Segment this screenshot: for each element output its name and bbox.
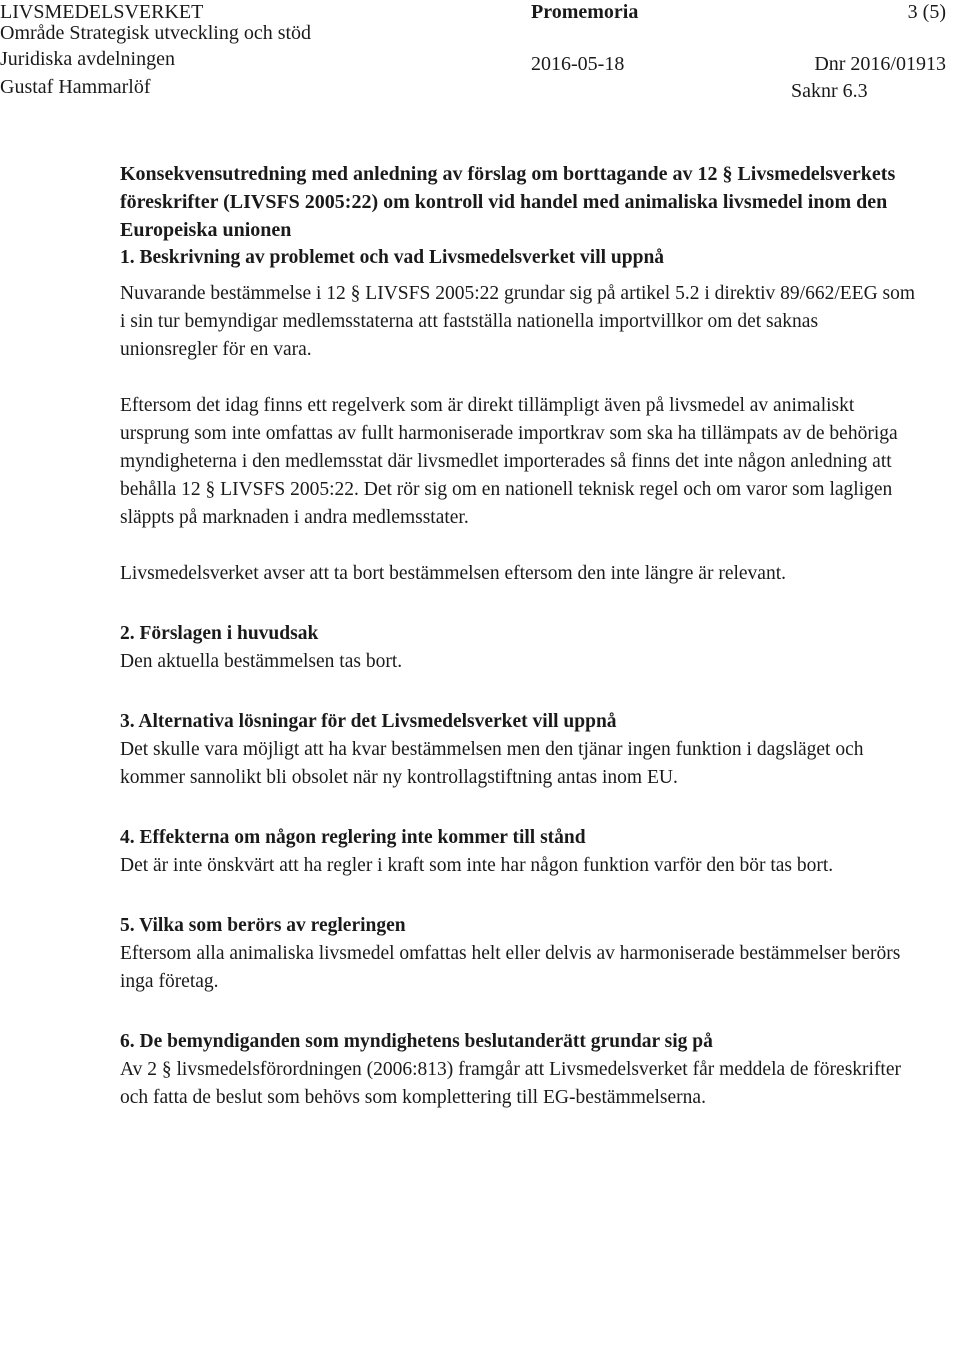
section-heading: 4. Effekterna om någon reglering inte kommer till stånd bbox=[120, 827, 586, 848]
department: Juridiska avdelningen bbox=[0, 48, 175, 70]
section-paragraph: Den aktuella bestämmelsen tas bort. bbox=[120, 651, 403, 672]
section-5 bbox=[120, 912, 920, 996]
section-1 bbox=[120, 244, 920, 588]
section-heading: 5. Vilka som berörs av regleringen bbox=[120, 915, 406, 936]
section-paragraph: Det är inte önskvärt att ha regler i kraft som inte har någon funktion varför den bör tas bort. bbox=[120, 855, 834, 876]
section-2 bbox=[120, 620, 920, 676]
doc-type: Promemoria bbox=[531, 1, 639, 23]
section-3 bbox=[120, 708, 920, 792]
section-4 bbox=[120, 824, 920, 880]
section-paragraph: Eftersom det idag finns ett regelverk som är direkt tillämpligt även på livsmedel av animaliskt ursprung som inte omfattas av fullt harmoniserade importkrav som ska ha tillämpats av de behöriga myndigheterna i den medlemsstat där livsmedlet importerades så finns det inte någon anledning att behålla 12 § LIVSFS 2005:22. Det rör sig om en nationell teknisk regel och om varor som lagligen släppts på marknaden i andra medlemsstater. bbox=[120, 395, 898, 528]
section-heading: 2. Förslagen i huvudsak bbox=[120, 623, 319, 644]
section-paragraph: Eftersom alla animaliska livsmedel omfattas helt eller delvis av harmoniserade bestämmelser berörs inga företag. bbox=[120, 943, 901, 992]
org-name: LIVSMEDELSVERKET bbox=[0, 1, 204, 23]
document-title: Konsekvensutredning med anledning av förslag om borttagande av 12 § Livsmedelsverkets föreskrifter (LIVSFS 2005:22) om kontroll vid handel med animaliska livsmedel inom den Europeiska unionen bbox=[120, 163, 896, 241]
section-paragraph: Det skulle vara möjligt att ha kvar bestämmelsen men den tjänar ingen funktion i dagsläget och kommer sannolikt bli obsolet när ny kontrollagstiftning antas inom EU. bbox=[120, 739, 864, 788]
section-paragraph: Nuvarande bestämmelse i 12 § LIVSFS 2005:22 grundar sig på artikel 5.2 i direktiv 89/662/EEG som i sin tur bemyndigar medlemsstaterna att fastställa nationella importvillkor om det saknas unionsregler för en vara. bbox=[120, 283, 916, 360]
dnr: Dnr 2016/01913 bbox=[814, 53, 946, 75]
section-heading: 3. Alternativa lösningar för det Livsmedelsverket vill uppnå bbox=[120, 711, 617, 732]
doc-date: 2016-05-18 bbox=[531, 53, 625, 75]
author: Gustaf Hammarlöf bbox=[0, 76, 151, 98]
document-body bbox=[120, 160, 920, 1112]
section-6 bbox=[120, 1028, 920, 1112]
section-paragraph: Livsmedelsverket avser att ta bort bestämmelsen eftersom den inte längre är relevant. bbox=[120, 563, 786, 584]
section-heading: 1. Beskrivning av problemet och vad Livsmedelsverket vill uppnå bbox=[120, 247, 665, 268]
section-heading: 6. De bemyndiganden som myndighetens beslutanderätt grundar sig på bbox=[120, 1031, 713, 1052]
saknr: Saknr 6.3 bbox=[791, 80, 868, 102]
page-number: 3 (5) bbox=[907, 1, 946, 23]
section-paragraph: Av 2 § livsmedelsförordningen (2006:813) framgår att Livsmedelsverket får meddela de föreskrifter och fatta de beslut som behövs som komplettering till EG-bestämmelserna. bbox=[120, 1059, 901, 1108]
org-area: Område Strategisk utveckling och stöd bbox=[0, 22, 312, 44]
